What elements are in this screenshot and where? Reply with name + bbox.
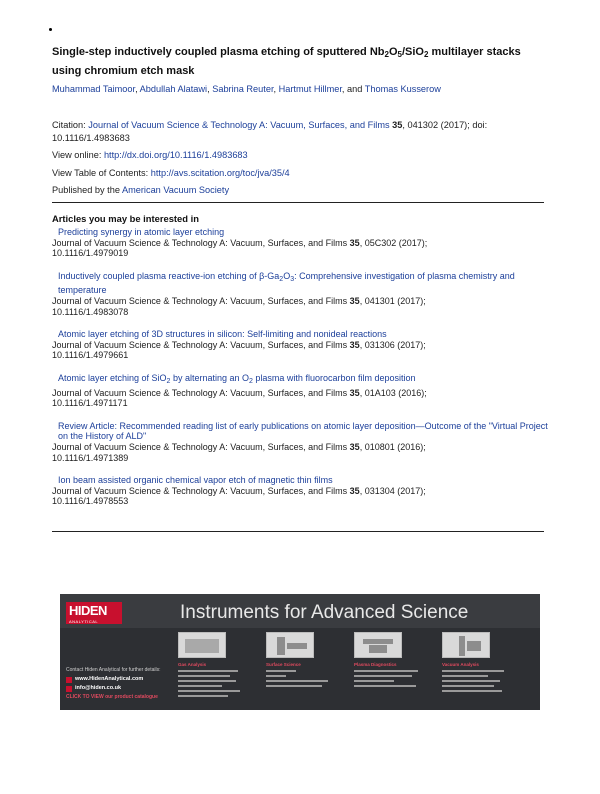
related-article-link[interactable]: Atomic layer etching of SiO$_2$ by alternating an $O_2$ plasma with fluorocarbon film deposition [58,372,416,385]
ad-email[interactable]: info@hiden.co.uk [66,684,170,693]
list-item: Review Article: Recommended reading list of early publications on atomic layer deposition—Outcome of the "Virtual Project on the History of ALD" Journal of Vacuum Science & Technology A: Vacuum, Surfaces, and Films 35, 010801 (2016); 10.1116/1.4971389 [52,421,552,463]
surface-science-image [266,632,314,658]
view-online-line: View online: http://dx.doi.org/10.1116/1.4983683 [52,150,248,161]
plasma-diagnostics-image [354,632,402,658]
article-metadata [52,119,552,202]
related-article-link[interactable]: Inductively coupled plasma reactive-ion etching of $\beta-Ga_2O_3$: Comprehensive investigation of plasma chemistry and temperature [58,270,515,296]
paper-title: Single-step inductively coupled plasma etching of sputtered $Nb_2O_5/SiO_2$ multilayer stacks using chromium etch mask [52,46,521,77]
author-link[interactable]: Thomas Kusserow [364,84,441,94]
toc-line: View Table of Contents: http://avs.scitation.org/toc/jva/35/4 [52,167,290,178]
ad-contact-block [66,666,170,702]
list-item: Atomic layer etching of SiO$_2$ by alternating an $O_2$ plasma with fluorocarbon film deposition Journal of Vacuum Science & Technology A: Vacuum, Surfaces, and Films 35, 01A103 (2016); 10.1116/1.4971171 [52,373,552,409]
related-article-link[interactable]: Atomic layer etching of 3D structures in silicon: Self-limiting and nonideal reactions [58,329,387,340]
advertisement-banner[interactable] [60,594,540,710]
email-icon [66,686,72,692]
hiden-logo: HIDEN ANALYTICAL [66,602,122,624]
author-list: Muhammad Taimoor, Abdullah Alatawi, Sabrina Reuter, Hartmut Hillmer, and Thomas Kusserow [52,84,441,94]
ad-website[interactable]: www.HidenAnalytical.com [66,675,170,684]
related-articles-list [52,227,552,519]
list-item: Predicting synergy in atomic layer etching Journal of Vacuum Science & Technology A: Vacuum, Surfaces, and Films 35, 05C302 (2017); 10.1116/1.4979019 [52,227,552,259]
ad-cta-link[interactable]: CLICK TO VIEW our product catalogue [66,694,158,700]
citation-line: Citation: Journal of Vacuum Science & Technology A: Vacuum, Surfaces, and Films 35, 041302 (2017); doi: 10.1116/1.4983683 [52,120,488,143]
view-online-link[interactable]: http://dx.doi.org/10.1116/1.4983683 [103,150,248,161]
gas-analysis-image [178,632,226,658]
ad-column-plasma[interactable]: Plasma Diagnostics [352,632,436,708]
author-link[interactable]: Hartmut Hillmer [278,84,342,94]
author-link[interactable]: Muhammad Taimoor [52,84,136,94]
header-bullet [49,28,52,31]
related-article-link[interactable]: Ion beam assisted organic chemical vapor etch of magnetic thin films [58,475,333,486]
ad-column-surface[interactable]: Surface Science [264,632,348,708]
ad-column-vacuum[interactable]: Vacuum Analysis [440,632,524,708]
publisher-link[interactable]: American Vacuum Society [121,185,230,196]
divider-bottom [52,531,544,532]
ad-column-gas[interactable]: Gas Analysis [176,632,260,708]
ad-contact-intro: Contact Hiden Analytical for further details: [66,667,161,673]
publisher-line: Published by the American Vacuum Society [52,185,230,196]
ad-headline: Instruments for Advanced Science [180,602,469,623]
ad-product-columns [176,632,536,708]
related-heading: Articles you may be interested in [52,213,199,224]
list-item: Inductively coupled plasma reactive-ion etching of $\beta-Ga_2O_3$: Comprehensive investigation of plasma chemistry and temperature Journal of Vacuum Science & Technology A: Vacuum, Surfaces, and Films 35, 041301 (2017); 10.1116/1.4983078 [52,271,552,317]
divider-top [52,202,544,203]
citation-journal-link[interactable]: Journal of Vacuum Science & Technology A: Vacuum, Surfaces, and Films [88,120,390,130]
toc-link[interactable]: http://avs.scitation.org/toc/jva/35/4 [150,167,290,178]
author-link[interactable]: Sabrina Reuter [212,84,274,94]
related-article-link[interactable]: Predicting synergy in atomic layer etching [58,227,225,237]
list-item: Atomic layer etching of 3D structures in silicon: Self-limiting and nonideal reactions Journal of Vacuum Science & Technology A: Vacuum, Surfaces, and Films 35, 031306 (2017); 10.1116/1.4979661 [52,329,552,361]
related-article-link[interactable]: Review Article: Recommended reading list of early publications on atomic layer deposition—Outcome of the "Virtual Project on the History of ALD" [58,420,548,442]
web-icon [66,677,72,683]
list-item: Ion beam assisted organic chemical vapor etch of magnetic thin films Journal of Vacuum Science & Technology A: Vacuum, Surfaces, and Films 35, 031304 (2017); 10.1116/1.4978553 [52,475,552,507]
vacuum-analysis-image [442,632,490,658]
author-link[interactable]: Abdullah Alatawi [139,84,208,94]
